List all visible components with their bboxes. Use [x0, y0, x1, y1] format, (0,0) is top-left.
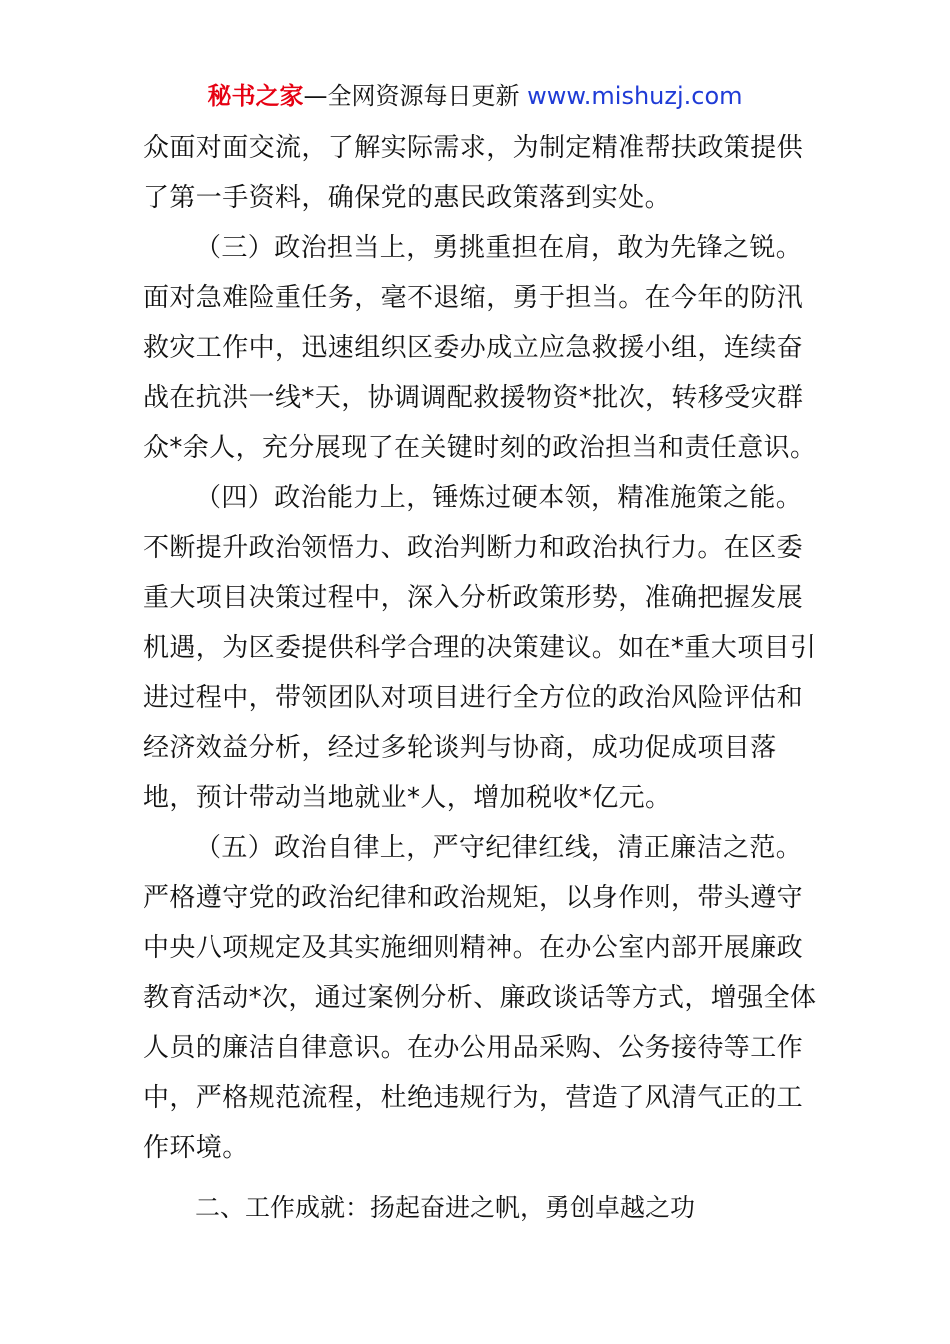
paragraph-line: 人员的廉洁自律意识。在办公用品采购、公务接待等工作	[143, 1033, 804, 1063]
paragraph-line: 不断提升政治领悟力、政治判断力和政治执行力。在区委	[143, 533, 804, 563]
document-body	[143, 123, 817, 1233]
paragraph-line: 救灾工作中，迅速组织区委办成立应急救援小组，连续奋	[143, 333, 804, 363]
paragraph-line: 教育活动*次，通过案例分析、廉政谈话等方式，增强全体	[143, 983, 817, 1013]
subsection-heading: （五）政治自律上，严守纪律红线，清正廉洁之范。	[195, 833, 803, 863]
paragraph-line: 机遇，为区委提供科学合理的决策建议。如在*重大项目引	[143, 633, 817, 663]
site-brand: 秘书之家	[207, 82, 304, 110]
paragraph-line: 重大项目决策过程中，深入分析政策形势，准确把握发展	[143, 583, 804, 613]
paragraph-line: 战在抗洪一线*天，协调调配救援物资*批次，转移受灾群	[143, 383, 804, 413]
paragraph-line: 严格遵守党的政治纪律和政治规矩，以身作则，带头遵守	[143, 883, 804, 913]
paragraph-line: 经济效益分析，经过多轮谈判与协商，成功促成项目落	[143, 733, 777, 763]
paragraph-line: 中央八项规定及其实施细则精神。在办公室内部开展廉政	[143, 933, 804, 963]
paragraph-line: 众面对面交流，了解实际需求，为制定精准帮扶政策提供	[143, 133, 804, 163]
paragraph-line: 众*余人，充分展现了在关键时刻的政治担当和责任意识。	[143, 433, 817, 463]
paragraph-line: 中，严格规范流程，杜绝违规行为，营造了风清气正的工	[143, 1083, 804, 1113]
subsection-heading: （三）政治担当上，勇挑重担在肩，敢为先锋之锐。	[195, 233, 803, 263]
paragraph-line: 地，预计带动当地就业*人，增加税收*亿元。	[143, 783, 672, 813]
site-header	[0, 80, 950, 112]
subsection-heading: （四）政治能力上，锤炼过硬本领，精准施策之能。	[195, 483, 803, 513]
paragraph-line: 了第一手资料，确保党的惠民政策落到实处。	[143, 183, 672, 213]
section-heading: 二、工作成就：扬起奋进之帆，勇创卓越之功	[195, 1193, 696, 1222]
section-spacer	[143, 1173, 811, 1183]
paragraph-line: 作环境。	[143, 1133, 249, 1163]
site-tagline: —全网资源每日更新	[303, 82, 520, 110]
site-url-link[interactable]: www.mishuzj.com	[527, 82, 743, 110]
paragraph-line: 面对急难险重任务，毫不退缩，勇于担当。在今年的防汛	[143, 283, 804, 313]
paragraph-line: 进过程中，带领团队对项目进行全方位的政治风险评估和	[143, 683, 804, 713]
